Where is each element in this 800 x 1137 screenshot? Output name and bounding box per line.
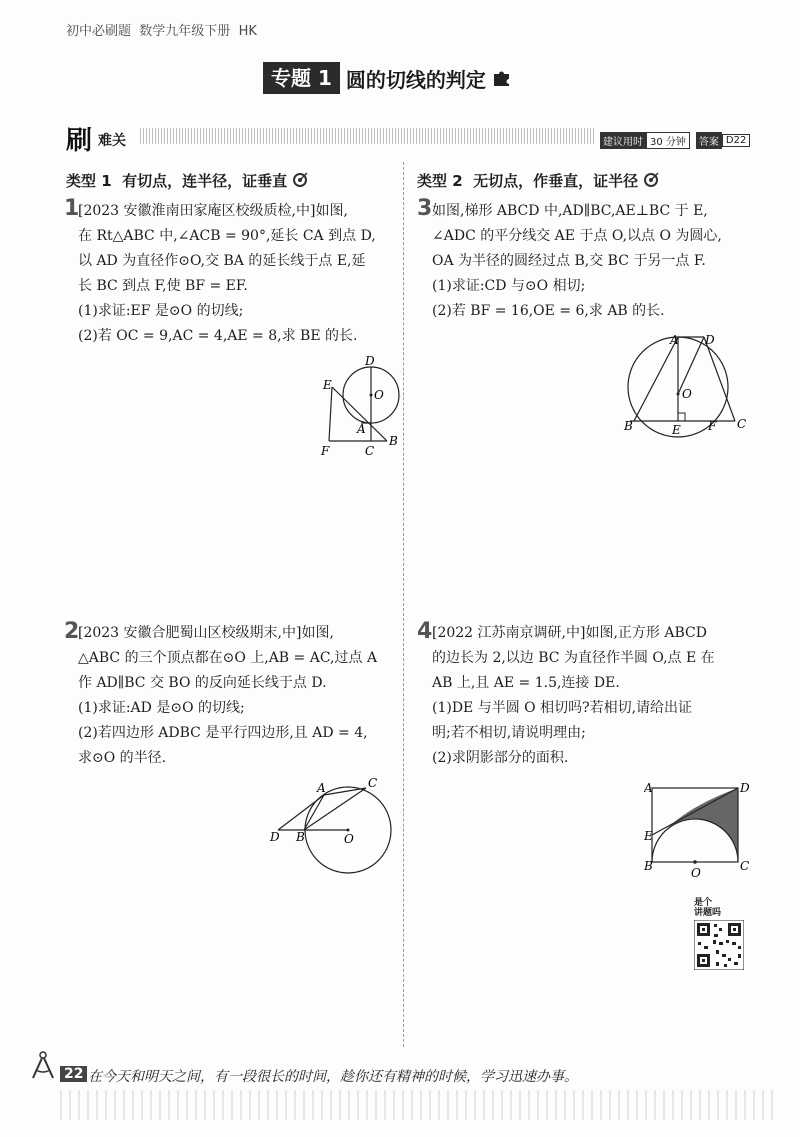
label-B: B: [296, 830, 305, 844]
answer-label: 答案: [696, 132, 722, 149]
problem-2: [78, 621, 398, 771]
label-B: B: [624, 419, 633, 433]
compass-icon: [30, 1050, 56, 1080]
label-C: C: [365, 444, 375, 458]
label-O: O: [682, 387, 692, 401]
problem-line: 明;若不相切,请说明理由;: [432, 725, 586, 741]
label-F: F: [708, 419, 717, 433]
running-header: [66, 20, 257, 39]
time-label: 建议用时: [600, 132, 646, 149]
problem-line: [2023 安徽淮南田家庵区校级质检,中]如图,: [78, 203, 348, 219]
label-F: F: [321, 444, 330, 458]
label-C: C: [368, 776, 378, 790]
book-name: 初中必刷题: [66, 24, 132, 39]
topic-text: 圆的切线的判定: [345, 67, 486, 92]
problem-line: 作 AD∥BC 交 BO 的反向延长线于点 D.: [78, 675, 327, 691]
label-O: O: [691, 866, 701, 880]
qr-code[interactable]: [694, 920, 744, 970]
label-O: O: [374, 388, 384, 402]
footer-quote: 在今天和明天之间，有一段很长的时间，趁你还有精神的时候，学习迅速办事。: [88, 1069, 578, 1085]
problem-4: [432, 621, 762, 771]
type2-text: 无切点，作垂直，证半径: [473, 172, 639, 190]
problem-line: [2022 江苏南京调研,中]如图,正方形 ABCD: [432, 625, 707, 641]
label-E: E: [323, 378, 332, 392]
time-info: [600, 132, 756, 149]
label-O: O: [344, 832, 354, 846]
type1-label: 类型 1: [66, 172, 112, 190]
figure-3: [620, 330, 750, 442]
problem-number: 1: [64, 196, 80, 221]
topic-title: [263, 62, 512, 94]
problem-1: [78, 199, 398, 349]
label-D: D: [740, 781, 750, 795]
qr-line1: 是个: [694, 898, 713, 908]
label-A: A: [357, 422, 366, 436]
topic-badge: 专题 1: [263, 62, 340, 94]
label-C: C: [737, 417, 747, 431]
problem-line: ∠ADC 的平分线交 AE 于点 O,以点 O 为圆心,: [432, 228, 722, 244]
answer-page: D22: [722, 134, 750, 147]
label-A: A: [644, 781, 653, 795]
qr-line2: 讲题吗: [694, 908, 722, 918]
problem-number: 2: [64, 619, 80, 644]
brush-mark: 刷: [66, 126, 93, 156]
target-icon: [643, 172, 659, 188]
level-label: 难关: [98, 133, 126, 149]
type2-label: 类型 2: [417, 172, 463, 190]
time-value: 30 分钟: [646, 132, 690, 149]
label-A: A: [670, 333, 679, 347]
edition: HK: [238, 24, 257, 39]
label-B: B: [644, 859, 653, 873]
label-D: D: [365, 355, 375, 368]
problem-line: AB 上,且 AE = 1.5,连接 DE.: [432, 675, 620, 691]
problem-number: 3: [417, 196, 433, 221]
problem-line: (2)若四边形 ADBC 是平行四边形,且 AD = 4,: [78, 725, 368, 741]
problem-line: [2023 安徽合肥蜀山区校级期末,中]如图,: [78, 625, 334, 641]
problem-line: 长 BC 到点 F,使 BF = EF.: [78, 278, 248, 294]
label-C: C: [740, 859, 750, 873]
label-A: A: [317, 781, 326, 795]
type1-text: 有切点，连半径，证垂直: [122, 172, 288, 190]
qr-caption: [694, 898, 721, 918]
column-divider: [403, 162, 404, 1047]
figure-4: [644, 778, 756, 880]
subject-name: 数学九年级下册: [139, 24, 231, 39]
label-E: E: [672, 423, 681, 437]
footer-pattern: [60, 1090, 780, 1120]
type2-heading: [417, 170, 659, 191]
label-E: E: [644, 829, 653, 843]
problem-line: △ABC 的三个顶点都在⊙O 上,AB = AC,过点 A: [78, 650, 378, 666]
type1-heading: [66, 170, 308, 191]
problem-line: (2)若 OC = 9,AC = 4,AE = 8,求 BE 的长.: [78, 328, 358, 344]
problem-line: (1)求证:CD 与⊙O 相切;: [432, 278, 586, 294]
section-rule: [140, 128, 595, 144]
label-B: B: [389, 434, 398, 448]
problem-line: 的边长为 2,以边 BC 为直径作半圆 O,点 E 在: [432, 650, 715, 666]
problem-line: (1)求证:AD 是⊙O 的切线;: [78, 700, 245, 716]
problem-line: (1)DE 与半圆 O 相切吗?若相切,请给出证: [432, 700, 693, 716]
puzzle-icon: [492, 68, 512, 88]
target-icon: [292, 172, 308, 188]
label-D: D: [270, 830, 280, 844]
problem-line: 以 AD 为直径作⊙O,交 BA 的延长线于点 E,延: [78, 253, 366, 269]
problem-3: [432, 199, 762, 324]
label-D: D: [705, 333, 715, 347]
problem-line: 在 Rt△ABC 中,∠ACB = 90°,延长 CA 到点 D,: [78, 228, 376, 244]
problem-line: (1)求证:EF 是⊙O 的切线;: [78, 303, 244, 319]
problem-number: 4: [417, 619, 433, 644]
figure-1: [315, 355, 405, 465]
problem-line: 如图,梯形 ABCD 中,AD∥BC,AE⊥BC 于 E,: [432, 203, 708, 219]
problem-line: 求⊙O 的半径.: [78, 750, 167, 766]
problem-line: OA 为半径的圆经过点 B,交 BC 于另一点 F.: [432, 253, 706, 269]
problem-line: (2)求阴影部分的面积.: [432, 750, 569, 766]
problem-line: (2)若 BF = 16,OE = 6,求 AB 的长.: [432, 303, 665, 319]
figure-2: [268, 775, 398, 875]
page-number: 22: [60, 1066, 87, 1082]
